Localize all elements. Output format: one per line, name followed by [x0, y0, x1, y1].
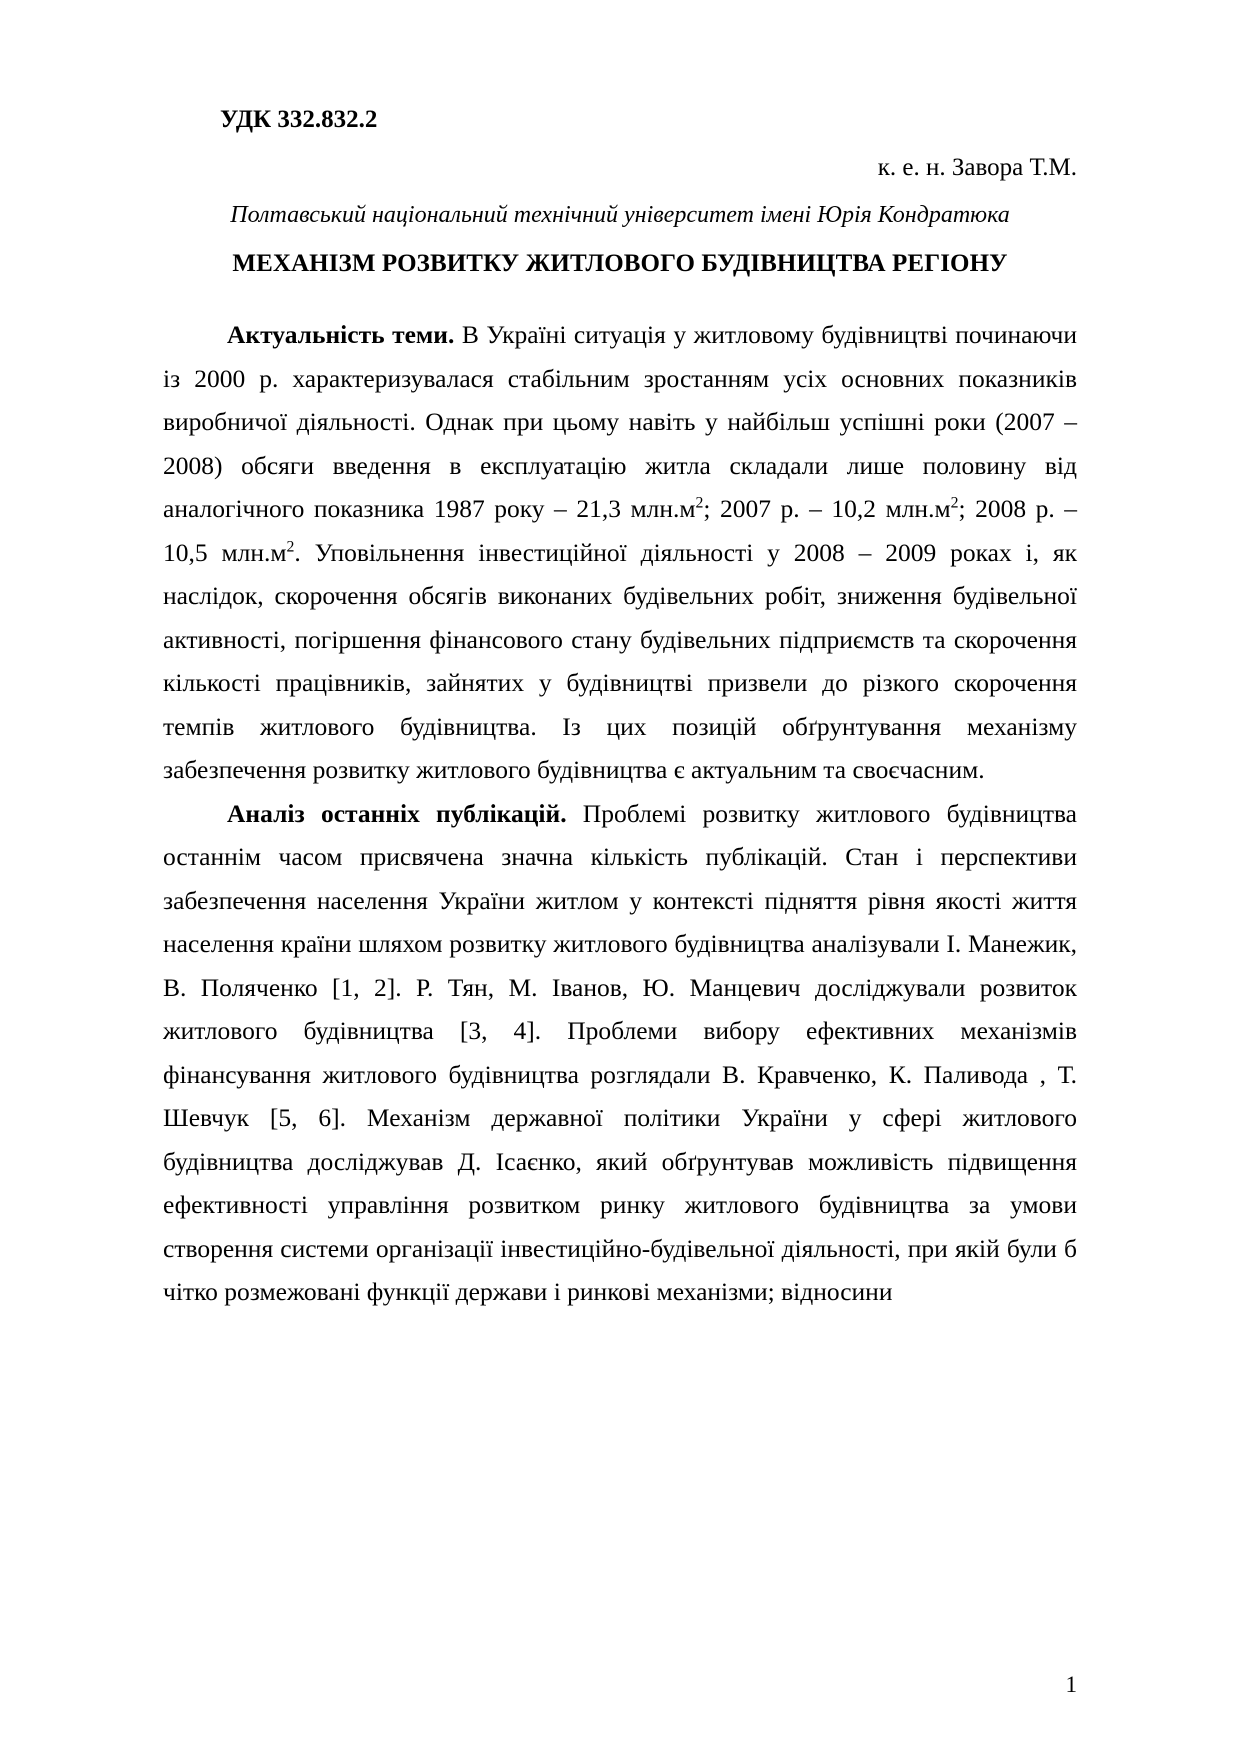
paragraph-text-3: ; 2008 р. – 10,5 млн.м	[163, 494, 1078, 567]
paragraph-lead-relevance: Актуальність теми.	[227, 320, 455, 350]
paragraph-text-2: ; 2007 р. – 10,2 млн.м	[703, 494, 951, 524]
paragraph-text-4: . Уповільнення інвестиційної діяльності у 2008 – 2009 роках і, як наслідок, скорочення обсягів виконаних будівельних робіт, зниження будівельної активності, погіршення фінансового стану будівельних підприємств та скорочення кількості працівників, зайнятих у будівництві призвели до різкого скорочення темпів житлового будівництва. Із цих позицій обґрунтування механізму забезпечення розвитку житлового будівництва є актуальним та своєчасним.	[163, 537, 1077, 785]
udk-code: УДК 332.832.2	[220, 106, 378, 133]
paragraph-text-analysis: Проблемі розвитку житлового будівництва останнім часом присвячена значна кількість публікацій. Стан і перспективи забезпечення населення України житлом у контексті підняття рівня якості життя населення країни шляхом розвитку житлового будівництва аналізували І. Манежик, В. Поляченко [1, 2]. Р. Тян, М. Іванов, Ю. Манцевич досліджували розвиток житлового будівництва [3, 4]. Проблеми вибору ефективних механізмів фінансування житлового будівництва розглядали В. Кравченко, К. Паливода , Т. Шевчук [5, 6]. Механізм державної політики України у сфері житлового будівництва досліджував Д. Ісаєнко, який обґрунтував можливість підвищення ефективності управління розвитком ринку житлового будівництва за умови створення системи організації інвестиційно-будівельної діяльності, при якій були б чітко розмежовані функції держави і ринкові механізми; відносини	[163, 798, 1077, 1307]
paragraph-text-1: В Україні ситуація у житловому будівництві починаючи із 2000 р. характеризувалася стабільним зростанням усіх основних показників виробничої діяльності. Однак при цьому навіть у найбільш успішні роки (2007 – 2008) обсяги введення в експлуатацію житла складали лише половину від аналогічного показника 1987 року – 21,3 млн.м	[163, 320, 1077, 524]
paragraph-literature-review	[163, 792, 1077, 1314]
author-line: к. е. н. Завора Т.М.	[877, 154, 1077, 182]
paragraph-relevance	[163, 313, 1077, 792]
article-body	[163, 313, 1077, 1314]
superscript-2: 2	[950, 494, 959, 512]
page-number: 1	[1065, 1672, 1077, 1697]
superscript-1: 2	[695, 494, 704, 512]
paragraph-lead-analysis: Аналіз останніх публікацій.	[227, 798, 567, 828]
page-title: МЕХАНІЗМ РОЗВИТКУ ЖИТЛОВОГО БУДІВНИЦТВА РЕГІОНУ	[232, 250, 1008, 278]
affiliation-line: Полтавський національний технічний університет імені Юрія Кондратюка	[230, 202, 1010, 229]
superscript-3: 2	[286, 538, 295, 556]
